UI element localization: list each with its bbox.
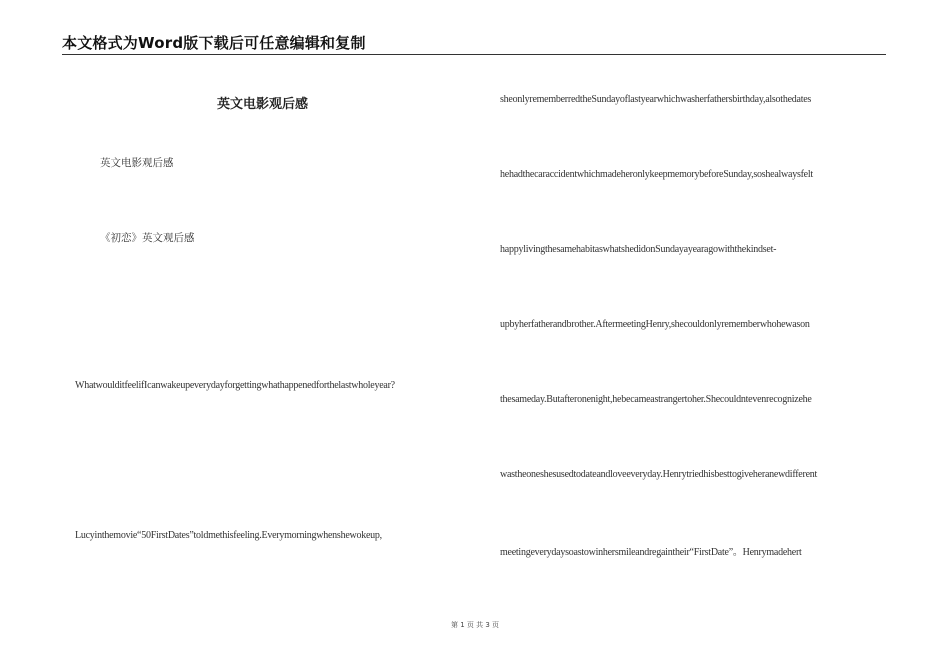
page-footer: 第 1 页 共 3 页 bbox=[450, 621, 500, 629]
body-line: meetingeverydaysoastowinhersmileandregaintheir“FirstDate”。Henrymadehert bbox=[500, 547, 802, 558]
document-title: 英文电影观后感 bbox=[216, 97, 308, 112]
subtitle: 英文电影观后感 bbox=[100, 157, 174, 169]
body-line: Lucyinthemovie“50FirstDates”toldmethisfeeling.Everymorningwhenshewokeup, bbox=[75, 530, 382, 541]
body-line: wastheoneshesusedtodateandloveeveryday.Henrytriedhisbesttogiveheranewdifferent bbox=[500, 469, 818, 480]
body-line: upbyherfatherandbrother.AftermeetingHenry,shecouldonlyrememberwhohewason bbox=[500, 319, 810, 330]
subheading: 《初恋》英文观后感 bbox=[100, 232, 195, 244]
body-line: hehadthecaraccidentwhichmadeheronlykeepmemorybeforeSunday,soshealwaysfelt bbox=[500, 169, 813, 180]
body-line: sheonlyrememberredtheSundayoflastyearwhichwasherfathersbirthday,alsothedates bbox=[500, 94, 812, 105]
body-line: happylivingthesamehabitaswhatshedidonSundayayearagowiththekindset- bbox=[500, 244, 777, 255]
body-line: thesameday.Butafteronenight,hebecameastrangertoher.Shecouldntevenrecognizehe bbox=[500, 394, 812, 405]
header-banner: 本文格式为Word版下载后可任意编辑和复制 bbox=[62, 34, 366, 52]
header-rule bbox=[62, 54, 886, 55]
body-line: WhatwoulditfeelifIcanwakeupeverydayforgettingwhathappenedforthelastwholeyear? bbox=[75, 380, 395, 391]
